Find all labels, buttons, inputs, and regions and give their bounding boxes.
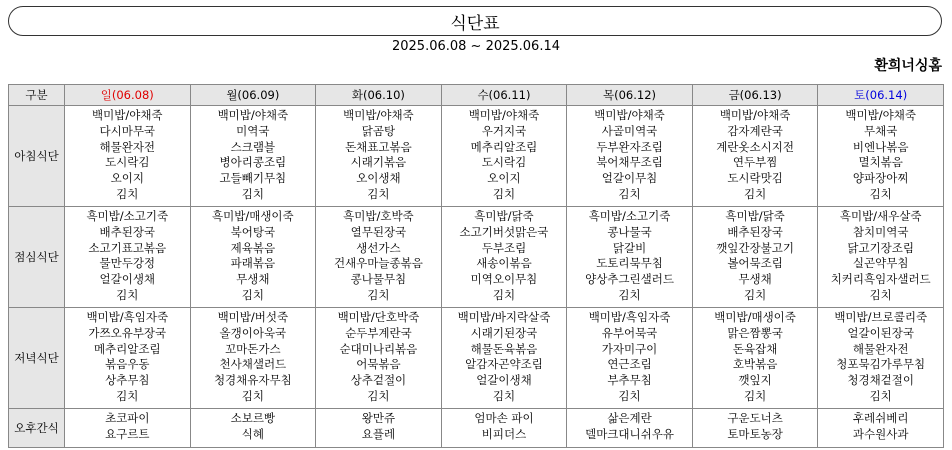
menu-cell (818, 106, 944, 207)
menu-item: 감자계란국 (727, 123, 783, 138)
menu-item: 흑미밥/소고기죽 (86, 209, 169, 223)
menu-item: 무채국 (864, 123, 898, 138)
menu-item: 배추된장국 (99, 224, 156, 239)
header-row (9, 85, 944, 106)
menu-item: 백미밥/흑임자죽 (86, 310, 169, 324)
date-range: 2025.06.08 ~ 2025.06.14 (391, 39, 561, 54)
menu-item: 얼갈이된장국 (847, 325, 915, 340)
menu-item: 멸치볶음 (858, 155, 903, 170)
menu-item: 오이지 (110, 171, 144, 186)
menu-item: 부추무침 (607, 373, 652, 388)
menu-item: 김치 (618, 186, 641, 201)
menu-item: 김치 (869, 186, 892, 201)
menu-item: 흑미밥/닭죽 (474, 209, 534, 223)
menu-cell (567, 308, 693, 409)
menu-item: 두부완자조림 (596, 139, 663, 154)
day-header-fri: 금(06.13) (692, 85, 818, 106)
day-header-mon: 월(06.09) (190, 85, 316, 106)
menu-item: 얼갈이생채 (99, 272, 156, 287)
menu-item: 비피더스 (481, 426, 527, 441)
page-title: 식단표 (450, 13, 500, 34)
menu-item: 김치 (869, 388, 892, 403)
menu-item: 청경채겉절이 (847, 373, 915, 388)
menu-item: 깻잎간장불고기 (716, 240, 794, 255)
menu-item: 메추리알조림 (93, 341, 161, 356)
organization-name: 환희너싱홈 (874, 58, 942, 74)
menu-cell (441, 207, 567, 308)
menu-item: 백미밥/야채죽 (594, 108, 665, 122)
menu-item: 볼어묵조림 (727, 256, 783, 271)
day-header-tue: 화(06.10) (316, 85, 442, 106)
menu-item: 양상추그린샐러드 (585, 272, 674, 287)
meal-row (9, 106, 944, 207)
menu-item: 비엔나볶음 (852, 139, 909, 154)
menu-item: 해물돈육볶음 (470, 341, 538, 356)
menu-item: 고들빼기무침 (219, 171, 287, 186)
menu-item: 김치 (116, 186, 139, 201)
meal-row (9, 207, 944, 308)
menu-item: 연두부찜 (732, 155, 778, 170)
menu-cell (692, 409, 818, 448)
menu-cell (818, 207, 944, 308)
menu-item: 콩나물무침 (350, 272, 407, 287)
menu-cell (692, 308, 818, 409)
menu-item: 참치미역국 (852, 224, 909, 239)
menu-item: 사골미역국 (601, 123, 658, 138)
menu-item: 얼갈이무침 (601, 171, 658, 186)
meal-table (8, 84, 944, 448)
menu-item: 소고기표고볶음 (88, 240, 167, 255)
menu-item: 돈채표고볶음 (345, 139, 412, 154)
menu-cell (316, 207, 442, 308)
menu-item: 김치 (116, 287, 139, 302)
menu-item: 닭곰탕 (361, 123, 396, 138)
menu-item: 백미밥/야채죽 (845, 108, 916, 122)
meal-label: 저녁식단 (9, 308, 65, 409)
meal-row (9, 409, 944, 448)
menu-item: 백미밥/단호박죽 (337, 310, 420, 324)
menu-item: 맑은짬뽕국 (727, 325, 783, 340)
menu-cell (818, 409, 944, 448)
menu-cell (65, 207, 191, 308)
menu-item: 김치 (241, 287, 264, 302)
menu-item: 호박볶음 (732, 357, 778, 372)
menu-item: 백미밥/매생이죽 (714, 310, 796, 324)
menu-item: 후레쉬베리 (852, 411, 909, 425)
menu-item: 김치 (492, 186, 516, 201)
menu-item: 백미밥/야채죽 (468, 108, 540, 122)
menu-item: 닭고기장조림 (847, 240, 915, 255)
menu-cell (190, 308, 316, 409)
meal-row (9, 308, 944, 409)
menu-item: 흑미밥/매생이죽 (212, 209, 294, 223)
title-box (8, 6, 942, 36)
menu-cell (190, 409, 316, 448)
menu-item: 배추된장국 (727, 224, 783, 239)
menu-item: 백미밥/야채죽 (92, 108, 163, 122)
menu-cell (567, 106, 693, 207)
meal-body (9, 106, 944, 448)
menu-cell (441, 409, 567, 448)
menu-cell (818, 308, 944, 409)
menu-item: 흑미밥/소고기죽 (588, 209, 671, 223)
menu-item: 상추무침 (105, 373, 150, 388)
menu-item: 백미밥/버섯죽 (217, 310, 289, 324)
menu-item: 천사채샐러드 (219, 357, 287, 372)
menu-item: 도토리묵무침 (596, 256, 663, 271)
menu-item: 순대미나리볶음 (339, 341, 418, 356)
menu-item: 생선가스 (356, 240, 401, 255)
menu-item: 계란옷소시지전 (716, 139, 794, 154)
menu-item: 연근조림 (607, 357, 652, 372)
menu-cell (441, 308, 567, 409)
menu-item: 김치 (618, 287, 641, 302)
day-header-sun: 일(06.08) (65, 85, 191, 106)
menu-item: 엄마손 파이 (474, 411, 534, 425)
menu-item: 미역오이무침 (470, 272, 538, 287)
menu-item: 시래기된장국 (470, 325, 538, 340)
menu-item: 병아리콩조림 (219, 155, 287, 170)
menu-item: 어묵볶음 (356, 357, 401, 372)
menu-cell (692, 207, 818, 308)
menu-item: 백미밥/야채죽 (217, 108, 289, 122)
menu-item: 소보르빵 (230, 411, 276, 425)
menu-item: 김치 (241, 388, 264, 403)
menu-item: 델마크대니쉬우유 (585, 426, 674, 441)
menu-item: 왕만쥬 (361, 411, 396, 425)
menu-item: 과수원사과 (852, 426, 909, 441)
menu-item: 메추리알조림 (470, 139, 538, 154)
menu-item: 북어채무조림 (596, 155, 663, 170)
menu-item: 김치 (492, 388, 516, 403)
menu-item: 꼬마돈가스 (225, 341, 281, 356)
menu-item: 새송이볶음 (476, 256, 532, 271)
menu-item: 다시마무국 (99, 123, 156, 138)
menu-item: 백미밥/바지락살죽 (457, 310, 551, 324)
menu-cell (190, 106, 316, 207)
menu-item: 청경채유자무침 (213, 373, 292, 388)
menu-item: 북어탕국 (230, 224, 276, 239)
menu-item: 무생채 (738, 272, 772, 287)
menu-item: 가자미구이 (601, 341, 658, 356)
menu-item: 치커리흑임자샐러드 (830, 272, 931, 287)
menu-item: 김치 (116, 388, 139, 403)
menu-item: 김치 (492, 287, 516, 302)
menu-cell (441, 106, 567, 207)
meal-label: 오후간식 (9, 409, 65, 448)
menu-item: 백미밥/흑임자죽 (588, 310, 671, 324)
menu-item: 올갱이아욱국 (219, 325, 287, 340)
menu-item: 해물완자전 (852, 341, 909, 356)
menu-item: 김치 (743, 388, 767, 403)
menu-item: 양파장아찌 (852, 171, 909, 186)
menu-item: 알감자곤약조림 (465, 357, 543, 372)
menu-item: 열무된장국 (350, 224, 407, 239)
day-header-thu: 목(06.12) (567, 85, 693, 106)
menu-item: 돈육잡채 (732, 341, 778, 356)
menu-item: 순두부계란국 (345, 325, 412, 340)
menu-item: 식혜 (241, 426, 264, 441)
menu-item: 흑미밥/호박죽 (343, 209, 414, 223)
menu-item: 토마토농장 (727, 426, 783, 441)
day-header-sat: 토(06.14) (818, 85, 944, 106)
menu-item: 가쯔오유부장국 (88, 325, 167, 340)
menu-item: 김치 (743, 186, 767, 201)
menu-item: 김치 (743, 287, 767, 302)
menu-item: 도시락맛김 (727, 171, 783, 186)
menu-item: 소고기버섯맑은국 (459, 224, 549, 239)
menu-item: 요구르트 (105, 426, 150, 441)
menu-cell (692, 106, 818, 207)
menu-item: 콩나물국 (607, 224, 652, 239)
menu-cell (567, 207, 693, 308)
menu-item: 김치 (869, 287, 892, 302)
menu-item: 김치 (367, 287, 390, 302)
menu-item: 초코파이 (105, 411, 150, 425)
menu-item: 청포묵김가루무침 (836, 357, 926, 372)
menu-item: 구운도너츠 (727, 411, 783, 425)
menu-item: 삶은계란 (607, 411, 652, 425)
menu-cell (316, 308, 442, 409)
menu-item: 깻잎지 (738, 373, 772, 388)
menu-item: 김치 (618, 388, 641, 403)
menu-item: 실곤약무침 (852, 256, 909, 271)
meal-label: 아침식단 (9, 106, 65, 207)
menu-item: 백미밥/브로콜리죽 (834, 310, 928, 324)
menu-item: 해물완자전 (99, 139, 156, 154)
menu-cell (316, 409, 442, 448)
menu-item: 흑미밥/새우살죽 (839, 209, 922, 223)
day-header-wed: 수(06.11) (441, 85, 567, 106)
menu-cell (316, 106, 442, 207)
menu-cell (65, 409, 191, 448)
menu-item: 얼갈이생채 (476, 373, 532, 388)
menu-item: 미역국 (236, 123, 270, 138)
menu-item: 스크램블 (230, 139, 276, 154)
corner-label: 구분 (9, 85, 65, 106)
menu-item: 시래기볶음 (350, 155, 407, 170)
menu-item: 무생채 (236, 272, 270, 287)
menu-item: 상추겉절이 (350, 373, 407, 388)
menu-item: 오이생채 (356, 171, 401, 186)
menu-item: 김치 (367, 388, 390, 403)
menu-cell (567, 409, 693, 448)
menu-item: 도시락김 (481, 155, 527, 170)
menu-item: 제육볶음 (230, 240, 276, 255)
menu-item: 김치 (241, 186, 264, 201)
menu-cell (65, 106, 191, 207)
menu-item: 볶음우동 (105, 357, 150, 372)
menu-item: 건새우마늘종볶음 (333, 256, 423, 271)
menu-item: 파래볶음 (230, 256, 276, 271)
menu-item: 오이지 (487, 171, 521, 186)
menu-item: 백미밥/야채죽 (343, 108, 414, 122)
meal-label: 점심식단 (9, 207, 65, 308)
menu-cell (190, 207, 316, 308)
menu-item: 유부어묵국 (601, 325, 658, 340)
menu-item: 닭갈비 (612, 240, 647, 255)
menu-item: 김치 (367, 186, 390, 201)
menu-item: 도시락김 (105, 155, 150, 170)
menu-item: 백미밥/야채죽 (719, 108, 791, 122)
menu-cell (65, 308, 191, 409)
menu-item: 우거지국 (481, 123, 527, 138)
menu-item: 흑미밥/닭죽 (725, 209, 785, 223)
menu-item: 두부조림 (481, 240, 527, 255)
menu-item: 요플레 (361, 426, 396, 441)
menu-item: 물만두강정 (99, 256, 156, 271)
